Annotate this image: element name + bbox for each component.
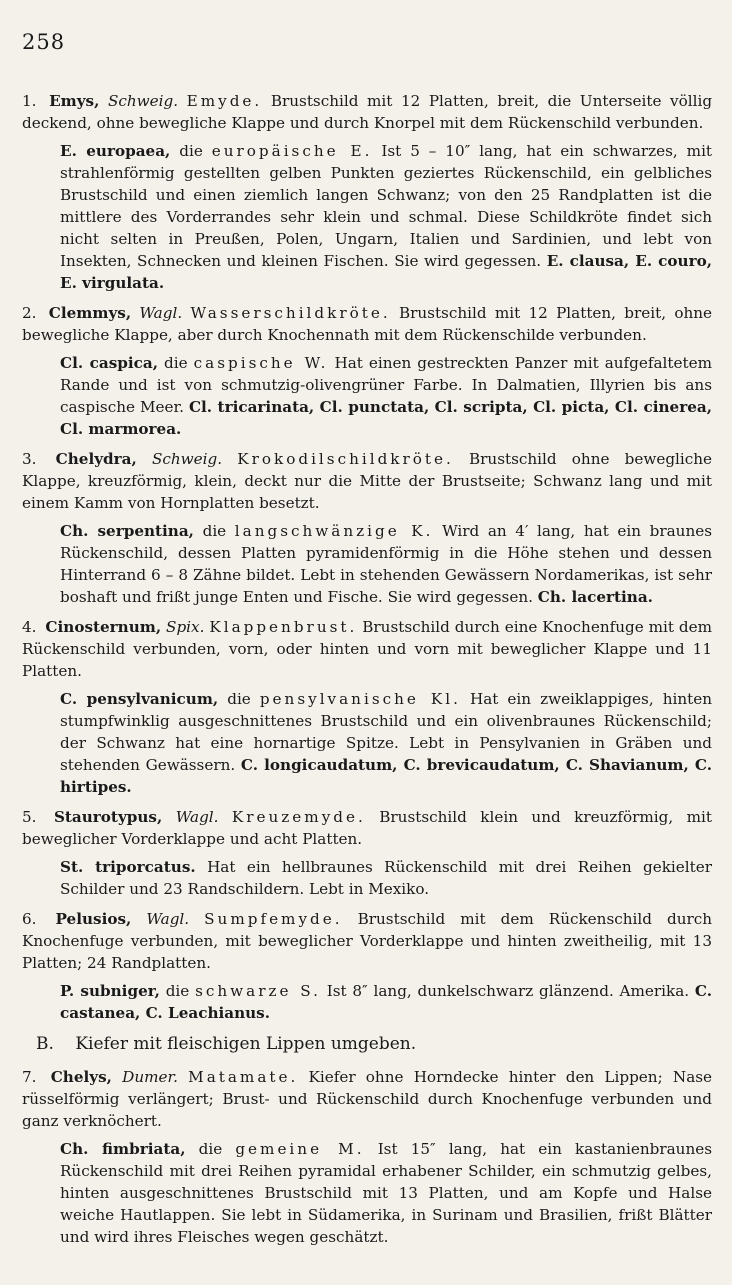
species-entry [22, 856, 712, 900]
genus-description: Brustschild durch eine Knochenfuge mit dem Rückenschild verbunden, vorn, oder hinten und vorn mit beweglicher Klappe und 11 Platten. [22, 618, 713, 680]
species-entry [22, 1138, 712, 1248]
entry-number: 3. [22, 450, 37, 468]
species-name: St. triporcatus. [60, 858, 196, 876]
genus-common-name: Emyde. [186, 92, 263, 110]
species-article: die [165, 982, 190, 1000]
entry-number: 1. [22, 92, 37, 110]
species-description: Ist 5 – 10″ lang, hat ein schwarzes, mit strahlenförmig gestellten gelben Punkten geziertes Rückenschild, ein gelbliches Brustschild und einen ziemlich langen Schwanz; von den 25 Randplatten ist die mittlere des Vorderrandes sehr klein und schmal. Diese Schildkröte findet sich nicht selten in Preußen, Polen, Ungarn, Italien und Sardinien, und lebt von Insekten, Schnecken und kleinen Fischen. Sie wird gegessen. [60, 142, 713, 270]
genus-entry [22, 806, 712, 850]
genus-common-name: Matamate. [188, 1068, 299, 1086]
genus-name: Pelusios, [55, 910, 132, 928]
species-common-name: langschwänzige K. [234, 522, 434, 540]
entry-number: 5. [22, 808, 37, 826]
genus-description: Brustschild mit 12 Platten, breit, ohne bewegliche Klappe, aber durch Knochennath mit dem Rückenschilde verbunden. [22, 304, 713, 344]
genus-author: Wagl. [175, 808, 219, 826]
species-name: P. subniger, [60, 982, 160, 1000]
genus-author: Wagl. [146, 910, 190, 928]
genus-entry [22, 616, 712, 682]
genus-name: Emys, [49, 92, 100, 110]
genus-name: Cinosternum, [45, 618, 162, 636]
genus-entry [22, 1066, 712, 1132]
species-article: die [179, 142, 203, 160]
species-description: Hat ein zweiklappiges, hinten stumpfwinklig ausgeschnittenes Brustschild und ein olivenbraunes Rückenschild; der Schwanz hat eine hornartige Spitze. Lebt in Pensylvanien in Gräben und stehenden Gewässern. [60, 690, 712, 774]
species-article: die [198, 1140, 223, 1158]
section-heading [36, 1032, 712, 1056]
species-name: Ch. serpentina, [60, 522, 194, 540]
genus-name: Staurotypus, [53, 808, 163, 826]
species-description: Hat einen gestreckten Panzer mit aufgefaltetem Rande und ist von schmutzig-olivengrüner Farbe. In Dalmatien, Illyrien bis ans caspische Meer. [60, 354, 713, 416]
page-number: 258 [22, 30, 66, 54]
species-entry [22, 140, 712, 294]
genus-common-name: Sumpfemyde. [204, 910, 343, 928]
genus-common-name: Krokodilschildkröte. [237, 450, 454, 468]
species-name: C. pensylvanicum, [60, 690, 219, 708]
species-common-name: gemeine M. [235, 1140, 365, 1158]
entry-number: 4. [22, 618, 37, 636]
species-description: Wird an 4′ lang, hat ein braunes Rückenschild, dessen Platten pyramidenförmig in die Höhe stehen und dessen Hinterrand 6 – 8 Zähne bildet. Lebt in stehenden Gewässern Nordamerikas, ist sehr boshaft und frißt junge Enten und Fische. Sie wird gegessen. [60, 522, 713, 606]
genus-entry [22, 908, 712, 974]
species-article: die [202, 522, 227, 540]
genus-name: Chelydra, [55, 450, 137, 468]
genus-description: Brustschild klein und kreuzförmig, mit beweglicher Vorderklappe und acht Platten. [22, 808, 713, 848]
species-synonyms: Cl. tricarinata, Cl. punctata, Cl. scripta, Cl. picta, Cl. cinerea, Cl. marmorea. [60, 398, 713, 438]
genus-author: Dumer. [122, 1068, 178, 1086]
entry-number: 2. [22, 304, 37, 322]
species-synonyms: C. longicaudatum, C. brevicaudatum, C. Shavianum, C. hirtipes. [60, 756, 713, 796]
section-letter: B. [36, 1034, 54, 1054]
species-entry [22, 980, 712, 1024]
genus-common-name: Klappenbrust. [209, 618, 358, 636]
species-synonyms: C. castanea, C. Leachianus. [60, 982, 712, 1022]
entry-number: 6. [22, 910, 37, 928]
species-common-name: europäische E. [211, 142, 373, 160]
genus-entry [22, 448, 712, 514]
genus-common-name: Kreuzemyde. [231, 808, 366, 826]
species-name: Ch. fimbriata, [60, 1140, 186, 1158]
genus-author: Schweig. [151, 450, 223, 468]
species-common-name: schwarze S. [195, 982, 321, 1000]
species-synonyms: Ch. lacertina. [537, 588, 653, 606]
species-common-name: pensylvanische Kl. [259, 690, 461, 708]
genus-entry [22, 302, 712, 346]
genus-author: Wagl. [139, 304, 183, 322]
genus-description: Brustschild mit 12 Platten, breit, die Unterseite völlig deckend, ohne bewegliche Klappe und durch Knorpel mit dem Rückenschild verbunden. [22, 92, 713, 132]
species-name: Cl. caspica, [60, 354, 159, 372]
species-entry [22, 352, 712, 440]
species-synonyms: E. clausa, E. couro, E. virgulata. [60, 252, 712, 292]
genus-description: Brustschild mit dem Rückenschild durch Knochenfuge verbunden, mit beweglicher Vorderklappe und hinten zweitheilig, mit 13 Platten; 24 Randplatten. [22, 910, 713, 972]
genus-description: Kiefer ohne Horndecke hinter den Lippen; Nase rüsselförmig verlängert; Brust- und Rückenschild durch Knochenfuge verbunden und ganz verknöchert. [22, 1068, 713, 1130]
entry-number: 7. [22, 1068, 37, 1086]
species-common-name: caspische W. [193, 354, 329, 372]
species-article: die [227, 690, 251, 708]
genus-entry [22, 90, 712, 134]
species-name: E. europaea, [60, 142, 171, 160]
species-description: Ist 15″ lang, hat ein kastanienbraunes Rückenschild mit drei Reihen pyramidal erhabener Schilder, ein schmutzig gelbes, hinten ausgeschnittenes Brustschild mit 13 Platten, und am Kopfe und Halse weiche Hautlappen. Sie lebt in Südamerika, in Surinam und Brasilien, frißt Blätter und wird ihres Fleisches wegen geschätzt. [60, 1140, 713, 1246]
species-description: Ist 8″ lang, dunkelschwarz glänzend. Amerika. [326, 982, 690, 1000]
genus-name: Chelys, [50, 1068, 112, 1086]
species-article: die [164, 354, 188, 372]
genus-author: Spix. [166, 618, 205, 636]
genus-name: Clemmys, [48, 304, 132, 322]
genus-description: Brustschild ohne bewegliche Klappe, kreuzförmig, klein, deckt nur die Mitte der Brustseite; Schwanz lang und mit einem Kamm von Hornplatten besetzt. [22, 450, 713, 512]
genus-author: Schweig. [107, 92, 179, 110]
species-description: Hat ein hellbraunes Rückenschild mit drei Reihen gekielter Schilder und 23 Randschildern. Lebt in Mexiko. [60, 858, 712, 898]
species-entry [22, 520, 712, 608]
section-title: Kiefer mit fleischigen Lippen umgeben. [75, 1034, 417, 1054]
species-entry [22, 688, 712, 798]
genus-common-name: Wasserschildkröte. [190, 304, 391, 322]
